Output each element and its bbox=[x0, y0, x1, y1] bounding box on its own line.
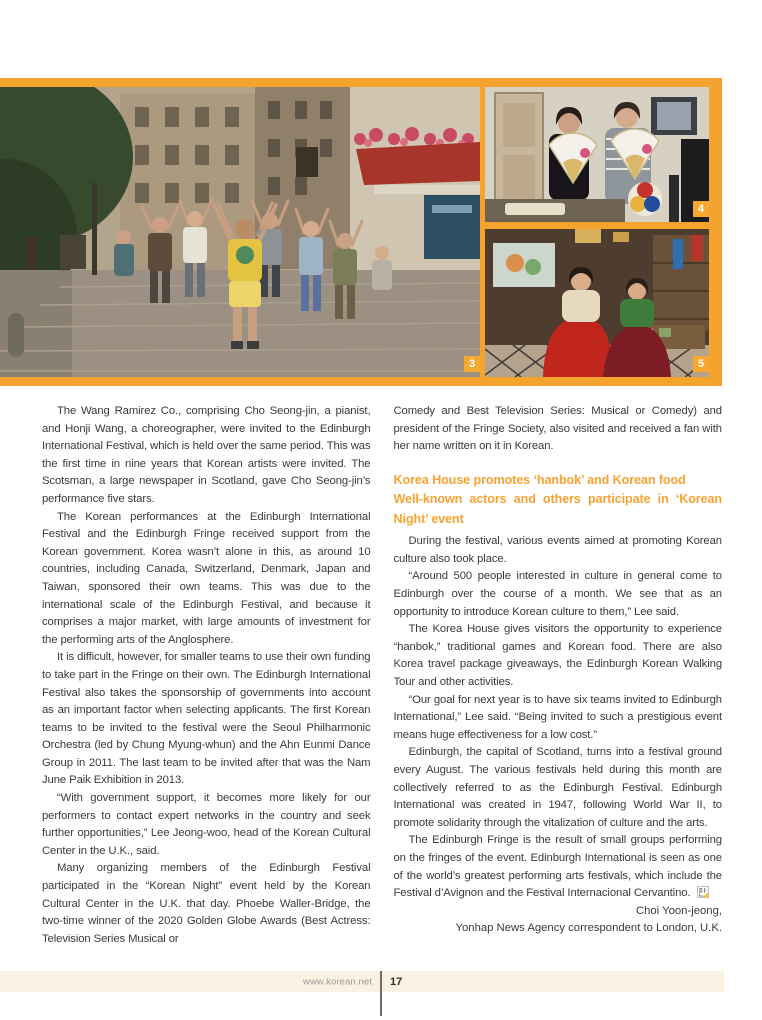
paragraph: Edinburgh, the capital of Scotland, turns into a festival ground every August. The various festivals held during this month are collectively referred to as the Edinburgh Festival. Edinburgh International was created in 1947, following World War II, to promote solidarity through the vitalization of culture and the arts. bbox=[393, 746, 722, 829]
paragraph bbox=[394, 832, 723, 902]
byline-name: Choi Yoon-jeong, bbox=[635, 904, 722, 917]
paragraph: “With government support, it becomes more likely for our performers to contact expert networks in the country and seek further opportunities,” Lee Jeong-woo, head of the Korean Cultural Center in the U.K., said. bbox=[42, 792, 371, 857]
photo-collage-frame bbox=[0, 78, 722, 386]
fans-illustration bbox=[485, 87, 709, 222]
photo-hanbok bbox=[485, 229, 709, 377]
page-number: 17 bbox=[390, 975, 403, 988]
street-parade-illustration bbox=[0, 87, 480, 377]
byline-title: Yonhap News Agency correspondent to London, U.K. bbox=[455, 922, 722, 935]
article-column-right bbox=[394, 403, 723, 963]
photo-number-badge-4: 4 bbox=[693, 201, 709, 217]
paragraph: It is difficult, however, for smaller teams to use their own funding to take part in the Fringe on their own. The Edinburgh International Festival also takes the sponsorship of governments into account as an important factor when selecting applicants. The first Korean teams to be invited to the festival were the Seoul Philharmonic Orchestra (led by Chung Myung-whun) and the Ahn Eunmi Dance Group in 2011. The last team to be invited after that was the Nam June Paik Exhibition in 2013. bbox=[42, 651, 371, 787]
section-heading-line-1: Korea House promotes ‘hanbok’ and Korean food bbox=[393, 472, 686, 487]
photo-number-badge-5: 5 bbox=[693, 356, 709, 372]
photo-street-parade bbox=[0, 87, 480, 377]
paragraph-text: The Edinburgh Fringe is the result of small groups performing on the fringes of the event. Edinburgh International is seen as one of the world’s greatest performing arts festivals, which include the Festival d’Avignon and the Festival Internacional Cervantino. bbox=[393, 834, 722, 900]
paragraph: The Korea House gives visitors the opportunity to experience “hanbok,” traditional games and Korean food. There are also Korea travel package giveaways, the Edinburgh Korean Walking Tour and other activities. bbox=[393, 623, 722, 689]
paragraph-continuation: Comedy and Best Television Series: Musical or Comedy) and president of the Fringe Society, also visited and received a fan with her name written on it in Korean. bbox=[393, 405, 722, 453]
paragraph: “Our goal for next year is to have six teams invited to Edinburgh International,” Lee said. “Being invited to such a prestigious event means huge effectiveness for a low cost.” bbox=[393, 693, 722, 741]
article-body bbox=[42, 403, 722, 963]
byline bbox=[394, 903, 723, 938]
section-heading-line-2: Well-known actors and others participate in ‘Korean Night’ event bbox=[393, 492, 722, 526]
paragraph: “Around 500 people interested in culture in general come to Edinburgh over the course of a month. We see that as an opportunity to introduce Korean culture to them,” Lee said. bbox=[393, 570, 722, 618]
paragraph: The Wang Ramirez Co., comprising Cho Seong-jin, a pianist, and Honji Wang, a choreographer, were invited to the Edinburgh International Festival, which is held over the same period. This was the first time in nine years that Korean artists were invited. The Scotsman, a large newspaper in Scotland, gave Cho Seong-jin’s performance five stars. bbox=[42, 405, 371, 505]
article-column-left bbox=[42, 403, 371, 963]
footer-website: www.korean.net bbox=[303, 976, 372, 987]
paragraph: Many organizing members of the Edinburgh Festival participated in the “Korean Night” event held by the Korean Cultural Center in the U.K. that day. Phoebe Waller-Bridge, the two-time winner of the 2020 Golden Globe Awards (Best Actress: Television Series Musical or bbox=[42, 862, 371, 945]
footer-divider bbox=[380, 971, 382, 1016]
section-heading bbox=[394, 471, 723, 530]
photo-side-column bbox=[485, 87, 709, 377]
photo-fans bbox=[485, 87, 709, 222]
paragraph: The Korean performances at the Edinburgh International Festival and the Edinburgh Fringe received support from the Korean government. Korea wasn’t alone in this, as around 10 countries, including Canada, Switzerland, Denmark, Japan and Taiwan, sponsored their own teams. This was due to the international scale of the Edinburgh Festival, and because it comprises a major market, with large amounts of investment for the performing arts of the Anglosphere. bbox=[42, 510, 371, 646]
footer-bar bbox=[0, 971, 724, 992]
photo-number-badge-3: 3 bbox=[464, 356, 480, 372]
paragraph: During the festival, various events aimed at promoting Korean culture also took place. bbox=[393, 535, 722, 565]
hangul-end-mark-icon bbox=[697, 886, 709, 898]
hanbok-illustration bbox=[485, 229, 709, 377]
